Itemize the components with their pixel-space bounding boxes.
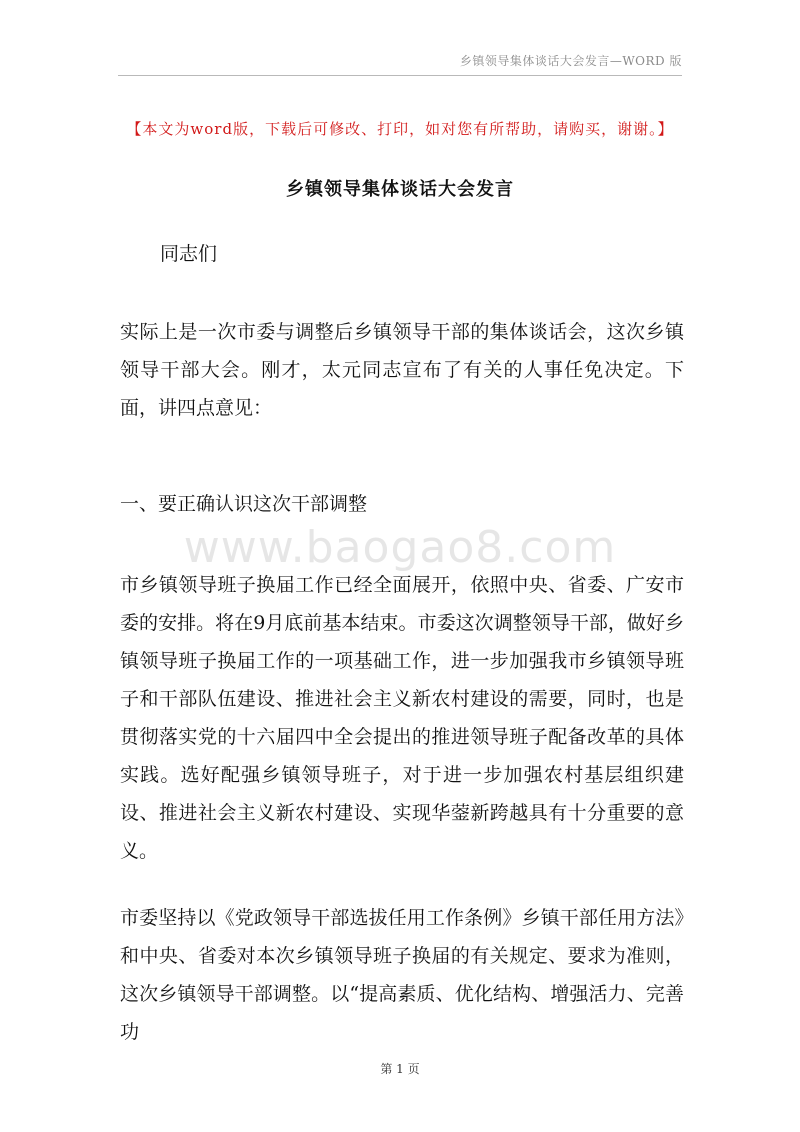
paragraph-2: 市乡镇领导班子换届工作已经全面展开，依照中央、省委、广安市委的安排。将在9月底前基本结束。市委这次调整领导干部，做好乡镇领导班子换届工作的一项基础工作，进一步加强我市乡镇领导班子和干部队伍建设、推进社会主义新农村建设的需要，同时，也是贯彻落实党的十六届四中全会提出的推进领导班子配备改革的具体实践。选好配强乡镇领导班子，对于进一步加强农村基层组织建设、推进社会主义新农村建设、实现华蓥新跨越具有十分重要的意义。 (120, 574, 684, 862)
download-notice: 【本文为word版，下载后可修改、打印，如对您有所帮助，请购买，谢谢。】 (126, 120, 674, 138)
page-number: 第 1 页 (380, 1062, 420, 1076)
running-header: 乡镇领导集体谈话大会发言—WORD 版 (459, 54, 682, 68)
section-heading: 一、要正确认识这次干部调整 (120, 493, 368, 515)
page-title: 乡镇领导集体谈话大会发言 (286, 179, 514, 200)
watermark: www.baogao8.com (183, 522, 617, 573)
salutation: 同志们 (160, 243, 218, 265)
paragraph-3: 市委坚持以《党政领导干部选拔任用工作条例》乡镇干部任用方法》和中央、省委对本次乡镇领导班子换届的有关规定、要求为准则，这次乡镇领导干部调整。以“提高素质、优化结构、增强活力、完善功 (120, 907, 684, 1043)
paragraph-1: 实际上是一次市委与调整后乡镇领导干部的集体谈话会，这次乡镇领导干部大会。刚才，太元同志宣布了有关的人事任免决定。下面，讲四点意见： (120, 321, 684, 419)
header-divider (118, 75, 682, 76)
